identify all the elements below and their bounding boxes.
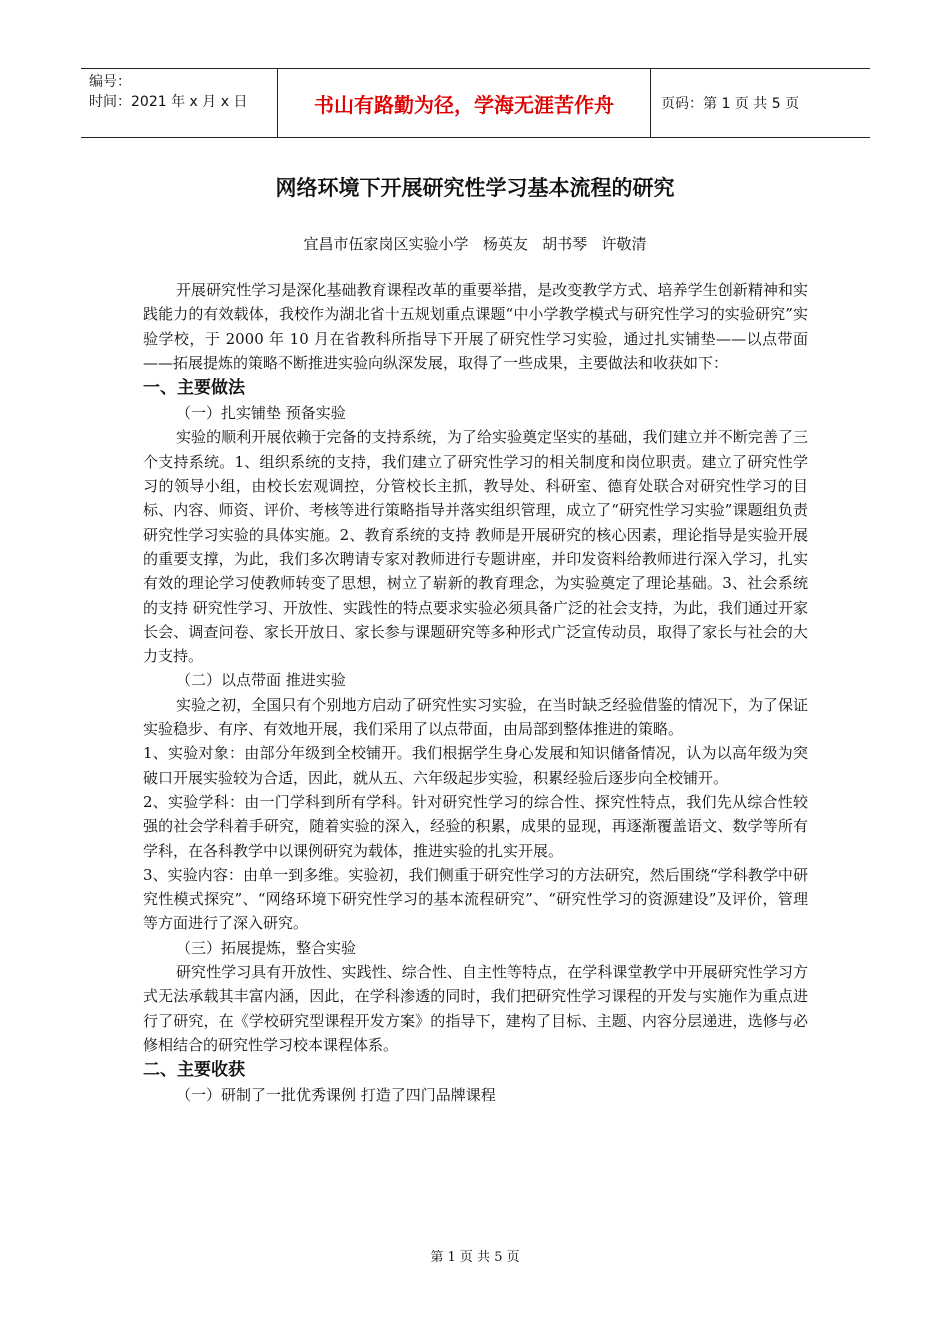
paragraph-2: 实验之初，全国只有个别地方启动了研究性实习实验，在当时缺乏经验借鉴的情况下，为了保证实验稳步、有序、有效地开展，我们采用了以点带面，由局部到整体推进的策略。 — [143, 695, 808, 739]
subsection-heading-1: （一）扎实铺垫 预备实验 — [176, 404, 346, 423]
paragraph-2b: 2、实验学科：由一门学科到所有学科。针对研究性学习的综合性、探究性特点，我们先从综合性较强的社会学科着手研究，随着实验的深入，经验的积累，成果的显现，再逐渐覆盖语文、数学等所有学科，在各科教学中以课例研究为载体，推进实验的扎实开展。 — [143, 792, 808, 860]
intro-paragraph: 开展研究性学习是深化基础教育课程改革的重要举措，是改变教学方式、培养学生创新精神和实践能力的有效载体，我校作为湖北省十五规划重点课题“中小学教学模式与研究性学习的实验研究”实验学校，于 2000 年 10 月在省教科所指导下开展了研究性学习实验，通过扎实铺垫——以点带面——拓展提炼的策略不断推进实验向纵深发展，取得了一些成果，主要做法和收获如下： — [143, 281, 808, 372]
header-page-info: 页码：第 1 页 共 5 页 — [661, 96, 800, 112]
header-meta — [81, 69, 278, 137]
section-heading-2: 二、主要收获 — [143, 1060, 245, 1081]
page-footer: 第 1 页 共 5 页 — [430, 1250, 520, 1265]
date-label: 时间：2021 年 x 月 x 日 — [89, 94, 248, 110]
subsection-heading-4: （一）研制了一批优秀课例 打造了四门品牌课程 — [176, 1086, 496, 1105]
paragraph-2a: 1、实验对象：由部分年级到全校铺开。我们根据学生身心发展和知识储备情况，认为以高年级为突破口开展实验较为合适，因此，就从五、六年级起步实验，积累经验后逐步向全校铺开。 — [143, 744, 808, 787]
paragraph-2c: 3、实验内容：由单一到多维。实验初，我们侧重于研究性学习的方法研究，然后围绕“学科教学中研究性模式探究”、“网络环境下研究性学习的基本流程研究”、“研究性学习的资源建设”及评价，管理等方面进行了深入研究。 — [143, 865, 808, 933]
document-body — [143, 278, 808, 1108]
number-label: 编号： — [89, 74, 131, 90]
paragraph-1: 实验的顺利开展依赖于完备的支持系统，为了给实验奠定坚实的基础，我们建立并不断完善了三个支持系统。1、组织系统的支持，我们建立了研究性学习的相关制度和岗位职责。建立了研究性学习的领导小组，由校长宏观调控，分管校长主抓，教导处、科研室、德育处联合对研究性学习的目标、内容、师资、评价、考核等进行策略指导并落实组织管理，成立了“研究性学习实验”课题组负责研究性学习实验的具体实施。2、教育系统的支持 教师是开展研究的核心因素，理论指导是实验开展的重要支撑，为此，我们多次聘请专家对教师进行专题讲座，并印发资料给教师进行深入学习，扎实有效的理论学习使教师转变了思想，树立了崭新的教育理念，为实验奠定了理论基础。3、社会系统的支持 研究性学习、开放性、实践性的特点要求实验必须具备广泛的社会支持，为此，我们通过开家长会、调查问卷、家长开放日、家长参与课题研究等多种形式广泛宣传动员，取得了家长与社会的大力支持。 — [143, 428, 808, 666]
section-heading-1: 一、主要做法 — [143, 378, 245, 399]
paragraph-3: 研究性学习具有开放性、实践性、综合性、自主性等特点，在学科课堂教学中开展研究性学习方式无法承载其丰富内涵，因此，在学科渗透的同时，我们把研究性学习课程的开发与实施作为重点进行了研究，在《学校研究型课程开发方案》的指导下，建构了目标、主题、内容分层递进，选修与必修相结合的研究性学习校本课程体系。 — [143, 963, 808, 1054]
subsection-heading-2: （二）以点带面 推进实验 — [176, 671, 346, 690]
header-motto: 书山有路勤为径，学海无涯苦作舟 — [278, 69, 651, 137]
page-header — [81, 68, 870, 138]
subsection-heading-3: （三）拓展提炼，整合实验 — [176, 938, 357, 957]
document-authors: 宜昌市伍家岗区实验小学 杨英友 胡书琴 许敬清 — [303, 235, 647, 253]
document-title: 网络环境下开展研究性学习基本流程的研究 — [275, 176, 675, 200]
